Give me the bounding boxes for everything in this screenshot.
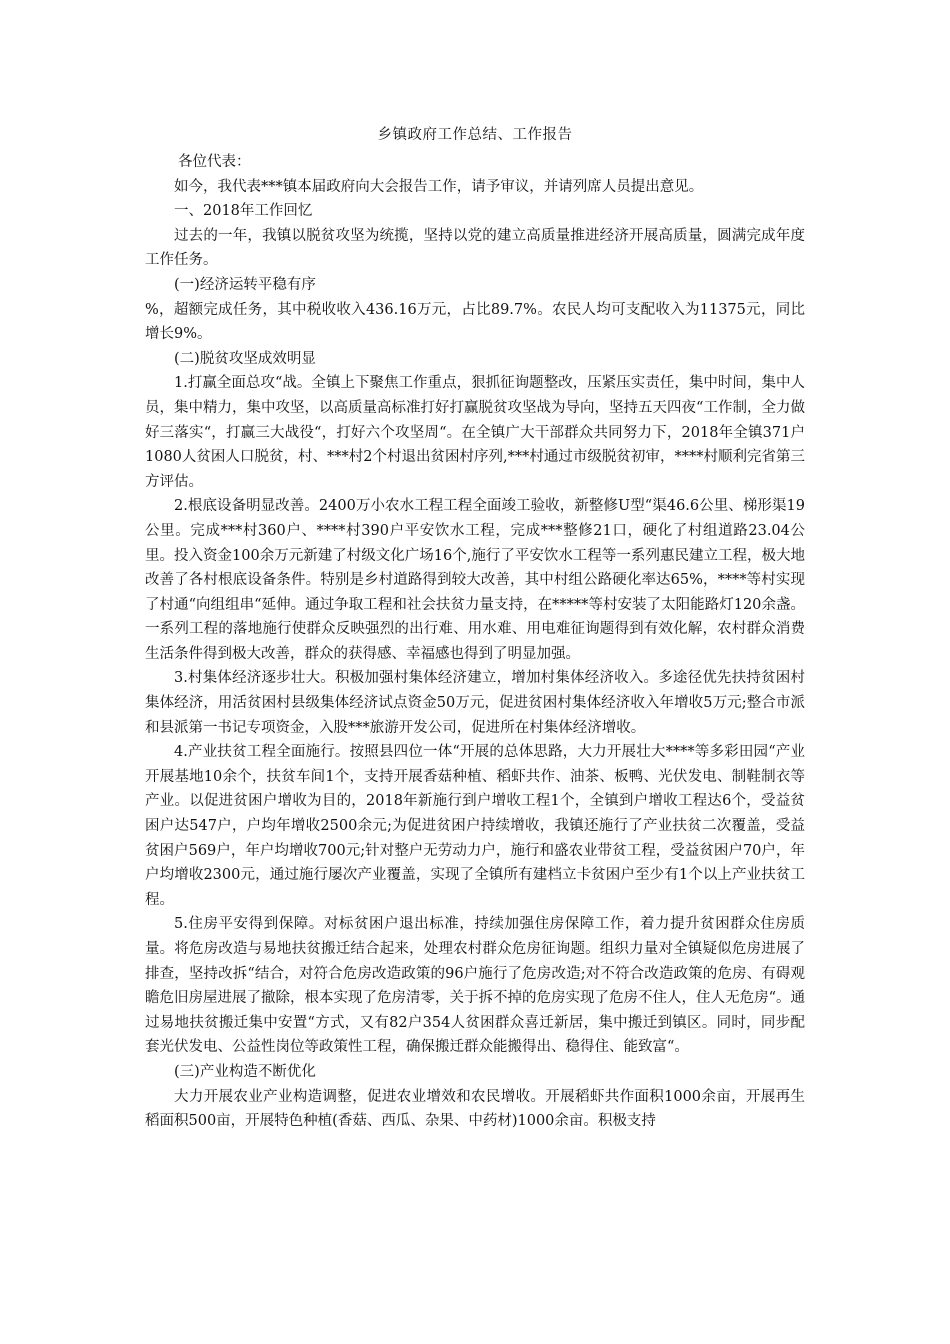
document-page: [145, 120, 805, 1134]
subsection-heading-2: (二)脱贫攻坚成效明显: [174, 350, 316, 367]
document-title: 乡镇政府工作总结、工作报告: [377, 127, 573, 143]
section-heading-1: 一、2018年工作回忆: [174, 203, 313, 220]
subsection-heading-3: (三)产业构造不断优化: [174, 1063, 316, 1080]
paragraph-item-5: 5.住房平安得到保障。对标贫困户退出标准，持续加强住房保障工作，着力提升贫困群众住房质量。将危房改造与易地扶贫搬迁结合起来，处理农村群众危房征询题。组织力量对全镇疑似危房进展了排查，坚持改拆“结合，对符合危房改造政策的96户施行了危房改造;对不符合改造政策的危房、有碍观瞻危旧房屋进展了撤除，根本实现了危房清零，关于拆不掉的危房实现了危房不住人，住人无危房“。通过易地扶贫搬迁集中安置“方式，又有82户354人贫困群众喜迁新居，集中搬迁到镇区。同时，同步配套光伏发电、公益性岗位等政策性工程，确保搬迁群众能搬得出、稳得住、能致富“。: [145, 916, 805, 1056]
paragraph-review: 过去的一年，我镇以脱贫攻坚为统揽，坚持以党的建立高质量推进经济开展高质量，圆满完成年度工作任务。: [145, 227, 805, 269]
paragraph-greeting: 各位代表：: [178, 154, 251, 170]
paragraph-item-1: 1.打赢全面总攻“战。全镇上下聚焦工作重点，狠抓征询题整改，压紧压实责任，集中时间，集中人员，集中精力，集中攻坚，以高质量高标准打好打赢脱贫攻坚战为导向，坚持五天四夜“工作制，全力做好三落实“，打赢三大战役“，打好六个攻坚周“。在全镇广大干部群众共同努力下，2018年全镇371户1080人贫困人口脱贫，村、***村2个村退出贫困村序列,***村通过市级脱贫初审，****村顺利完省第三方评估。: [145, 375, 805, 490]
paragraph-economy: %，超额完成任务，其中税收收入436.16万元，占比89.7%。农民人均可支配收入为11375元，同比增长9%。: [145, 301, 805, 343]
paragraph-item-3: 3.村集体经济逐步壮大。积极加强村集体经济建立，增加村集体经济收入。多途径优先扶持贫困村集体经济，用活贫困村县级集体经济试点资金50万元，促进贫困村集体经济收入年增收5万元;整合市派和县派第一书记专项资金，入股***旅游开发公司，促进所在村集体经济增收。: [145, 670, 805, 736]
paragraph-industry: 大力开展农业产业构造调整，促进农业增效和农民增收。开展稻虾共作面积1000余亩，开展再生稻面积500亩，开展特色种植(香菇、西瓜、杂果、中药材)1000余亩。积极支持: [145, 1088, 805, 1130]
paragraph-intro: 如今，我代表***镇本届政府向大会报告工作，请予审议，并请列席人员提出意见。: [174, 178, 704, 195]
subsection-heading-1: (一)经济运转平稳有序: [174, 276, 316, 293]
paragraph-item-2: 2.根底设备明显改善。2400万小农水工程工程全面竣工验收，新整修U型“渠46.6公里、梯形渠19公里。完成***村360户、****村390户平安饮水工程，完成***整修21口，硬化了村组道路23.04公里。投入资金100余万元新建了村级文化广场16个,施行了平安饮水工程等一系列惠民建立工程，极大地改善了各村根底设备条件。特别是乡村道路得到较大改善，其中村组公路硬化率达65%，****等村实现了村通“向组组串“延伸。通过争取工程和社会扶贫力量支持，在*****等村安装了太阳能路灯120余盏。一系列工程的落地施行使群众反映强烈的出行难、用水难、用电难征询题得到有效化解，农村群众消费生活条件得到极大改善，群众的获得感、幸福感也得到了明显加强。: [145, 498, 805, 662]
paragraph-item-4: 4.产业扶贫工程全面施行。按照县四位一体“开展的总体思路，大力开展壮大****等多彩田园“产业开展基地10余个，扶贫车间1个，支持开展香菇种植、稻虾共作、油茶、板鸭、光伏发电、制鞋制衣等产业。以促进贫困户增收为目的，2018年新施行到户增收工程1个，全镇到户增收工程达6个，受益贫困户达547户，户均年增收2500余元;为促进贫困户持续增收，我镇还施行了产业扶贫二次覆盖，受益贫困户569户，年户均增收700元;针对整户无劳动力户，施行和盛农业带贫工程，受益贫困户70户，年户均增收2300元，通过施行屡次产业覆盖，实现了全镇所有建档立卡贫困户至少有1个以上产业扶贫工程。: [145, 744, 805, 908]
